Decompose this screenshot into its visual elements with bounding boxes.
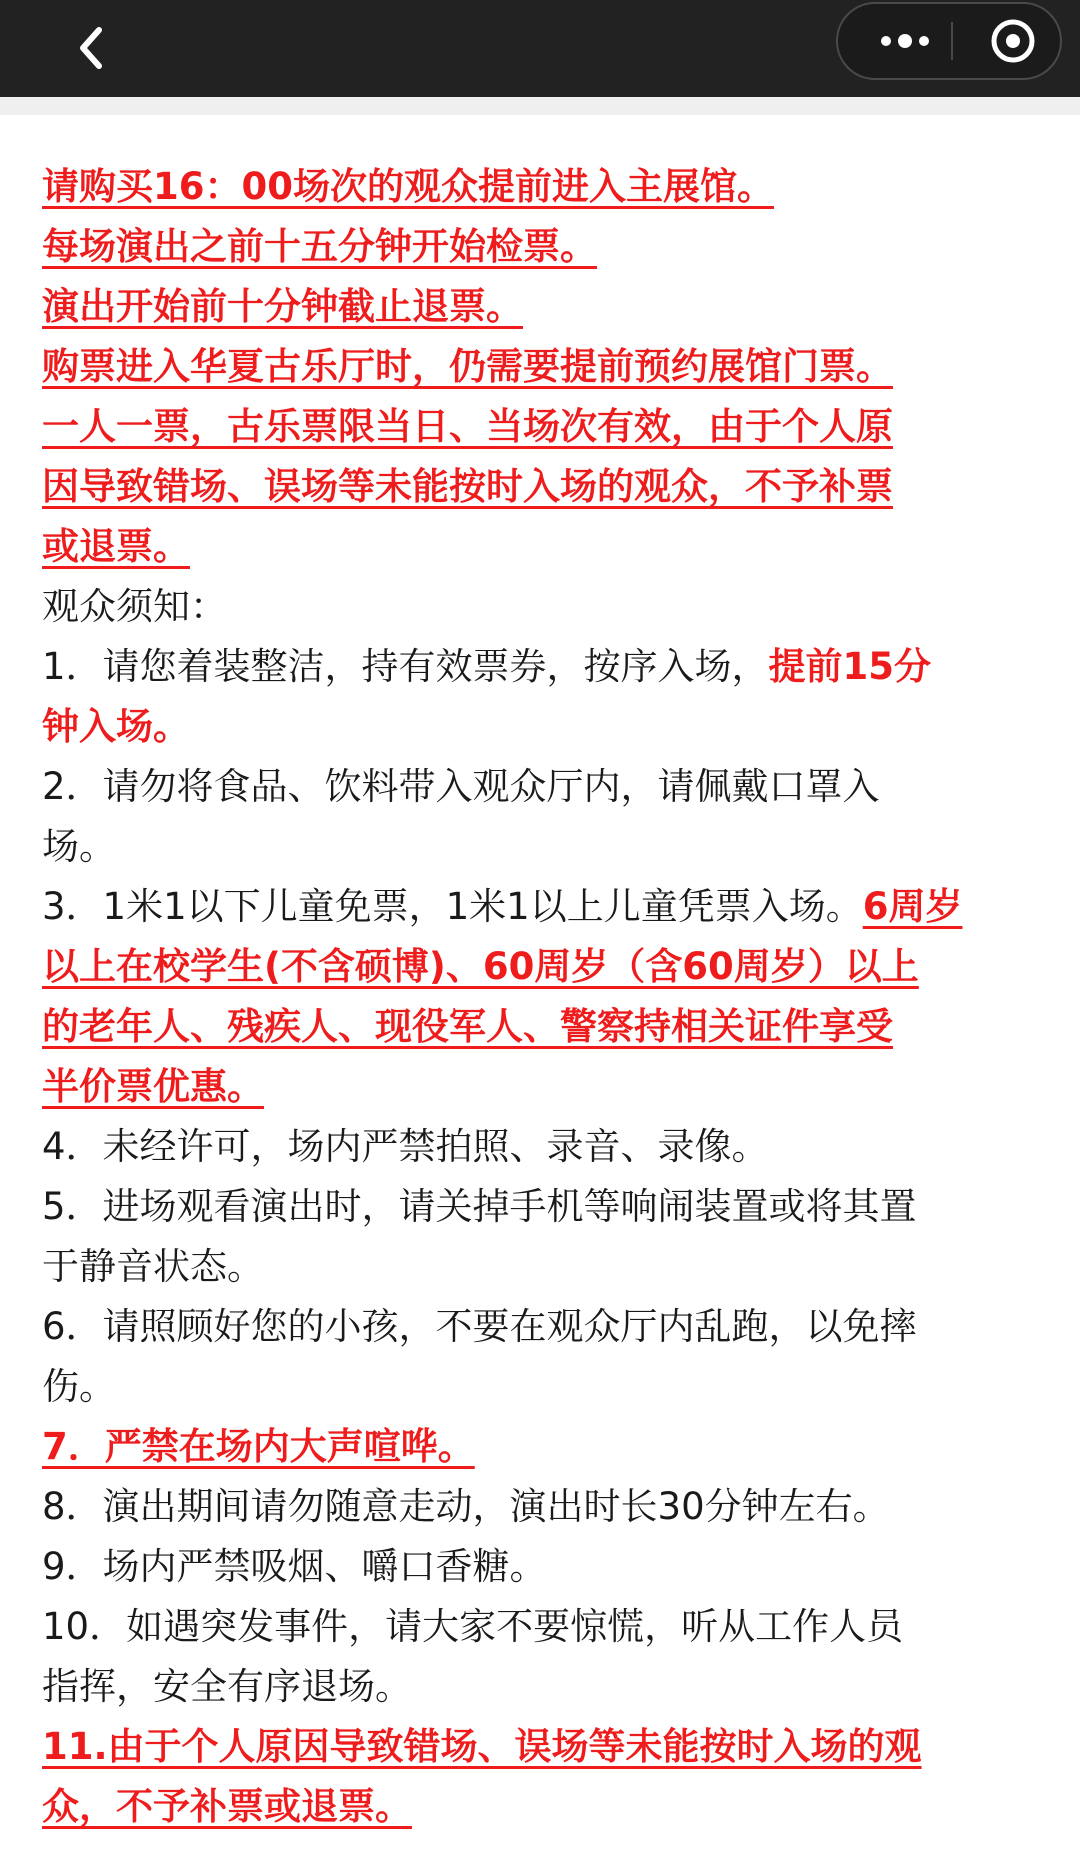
notice-line bbox=[42, 1717, 1042, 1777]
notice-line bbox=[42, 877, 1042, 937]
notice-line bbox=[42, 1417, 1042, 1477]
navigation-bar bbox=[0, 0, 1080, 97]
notice-text: 1．请您着装整洁，持有效票券，按序入场， bbox=[42, 645, 769, 688]
notice-highlight: 7．严禁在场内大声喧哗。 bbox=[42, 1425, 475, 1468]
notice-text: 演出开始前十分钟截止退票。 bbox=[42, 285, 523, 328]
notice-highlight: 11.由于个人原因导致错场、误场等未能按时入场的观 bbox=[42, 1725, 922, 1768]
more-button[interactable] bbox=[866, 4, 944, 78]
notice-line bbox=[42, 697, 1042, 757]
target-close-icon bbox=[990, 18, 1036, 64]
notice-line bbox=[42, 1597, 1042, 1657]
notice-text: 因导致错场、误场等未能按时入场的观众，不予补票 bbox=[42, 465, 893, 508]
notice-text: 8．演出期间请勿随意走动，演出时长30分钟左右。 bbox=[42, 1485, 890, 1528]
notice-line bbox=[42, 1237, 1042, 1297]
notice-line bbox=[42, 1297, 1042, 1357]
notice-highlight: 以上在校学生(不含硕博)、60周岁（含60周岁）以上 bbox=[42, 945, 919, 988]
notice-line bbox=[42, 1657, 1042, 1717]
notice-line bbox=[42, 277, 1042, 337]
more-dots-icon bbox=[879, 34, 931, 48]
notice-line bbox=[42, 397, 1042, 457]
notice-heading bbox=[42, 577, 1042, 637]
notice-text: 场。 bbox=[42, 825, 116, 868]
notice-text: 4．未经许可，场内严禁拍照、录音、录像。 bbox=[42, 1125, 769, 1168]
notice-line bbox=[42, 1477, 1042, 1537]
notice-highlight: 提前15分 bbox=[768, 645, 932, 688]
notice-line bbox=[42, 217, 1042, 277]
notice-content bbox=[42, 157, 1042, 1837]
notice-line bbox=[42, 757, 1042, 817]
notice-text: 或退票。 bbox=[42, 525, 190, 568]
notice-line bbox=[42, 1537, 1042, 1597]
notice-text: 指挥，安全有序退场。 bbox=[42, 1665, 412, 1708]
notice-line bbox=[42, 457, 1042, 517]
capsule-divider bbox=[951, 22, 953, 60]
notice-line bbox=[42, 517, 1042, 577]
header-separator bbox=[0, 97, 1080, 115]
notice-text: 9．场内严禁吸烟、嚼口香糖。 bbox=[42, 1545, 547, 1588]
chevron-left-icon bbox=[75, 26, 105, 70]
notice-highlight: 钟入场。 bbox=[42, 705, 190, 748]
notice-line bbox=[42, 157, 1042, 217]
notice-text: 购票进入华夏古乐厅时，仍需要提前预约展馆门票。 bbox=[42, 345, 893, 388]
notice-text: 5．进场观看演出时，请关掉手机等响闹装置或将其置 bbox=[42, 1185, 917, 1228]
back-button[interactable] bbox=[62, 20, 118, 76]
notice-line bbox=[42, 1057, 1042, 1117]
notice-line bbox=[42, 337, 1042, 397]
notice-text: 每场演出之前十五分钟开始检票。 bbox=[42, 225, 597, 268]
notice-text: 于静音状态。 bbox=[42, 1245, 264, 1288]
notice-line bbox=[42, 1777, 1042, 1837]
close-button[interactable] bbox=[974, 4, 1052, 78]
notice-text: 10．如遇突发事件，请大家不要惊慌，听从工作人员 bbox=[42, 1605, 904, 1648]
notice-line bbox=[42, 1177, 1042, 1237]
notice-line bbox=[42, 637, 1042, 697]
mini-program-capsule bbox=[836, 2, 1062, 80]
notice-highlight: 半价票优惠。 bbox=[42, 1065, 264, 1108]
notice-line bbox=[42, 1357, 1042, 1417]
notice-line bbox=[42, 937, 1042, 997]
notice-text: 观众须知： bbox=[42, 585, 227, 628]
notice-text: 请购买16：00场次的观众提前进入主展馆。 bbox=[42, 165, 774, 208]
notice-text: 6．请照顾好您的小孩，不要在观众厅内乱跑，以免摔 bbox=[42, 1305, 917, 1348]
notice-highlight: 众，不予补票或退票。 bbox=[42, 1785, 412, 1828]
notice-line bbox=[42, 997, 1042, 1057]
notice-text: 3．1米1以下儿童免票，1米1以上儿童凭票入场。 bbox=[42, 885, 863, 928]
notice-line bbox=[42, 1117, 1042, 1177]
notice-highlight: 的老年人、残疾人、现役军人、警察持相关证件享受 bbox=[42, 1005, 893, 1048]
notice-line bbox=[42, 817, 1042, 877]
notice-text: 一人一票，古乐票限当日、当场次有效，由于个人原 bbox=[42, 405, 893, 448]
notice-text: 2．请勿将食品、饮料带入观众厅内，请佩戴口罩入 bbox=[42, 765, 880, 808]
notice-text: 伤。 bbox=[42, 1365, 116, 1408]
notice-highlight: 6周岁 bbox=[862, 885, 963, 928]
